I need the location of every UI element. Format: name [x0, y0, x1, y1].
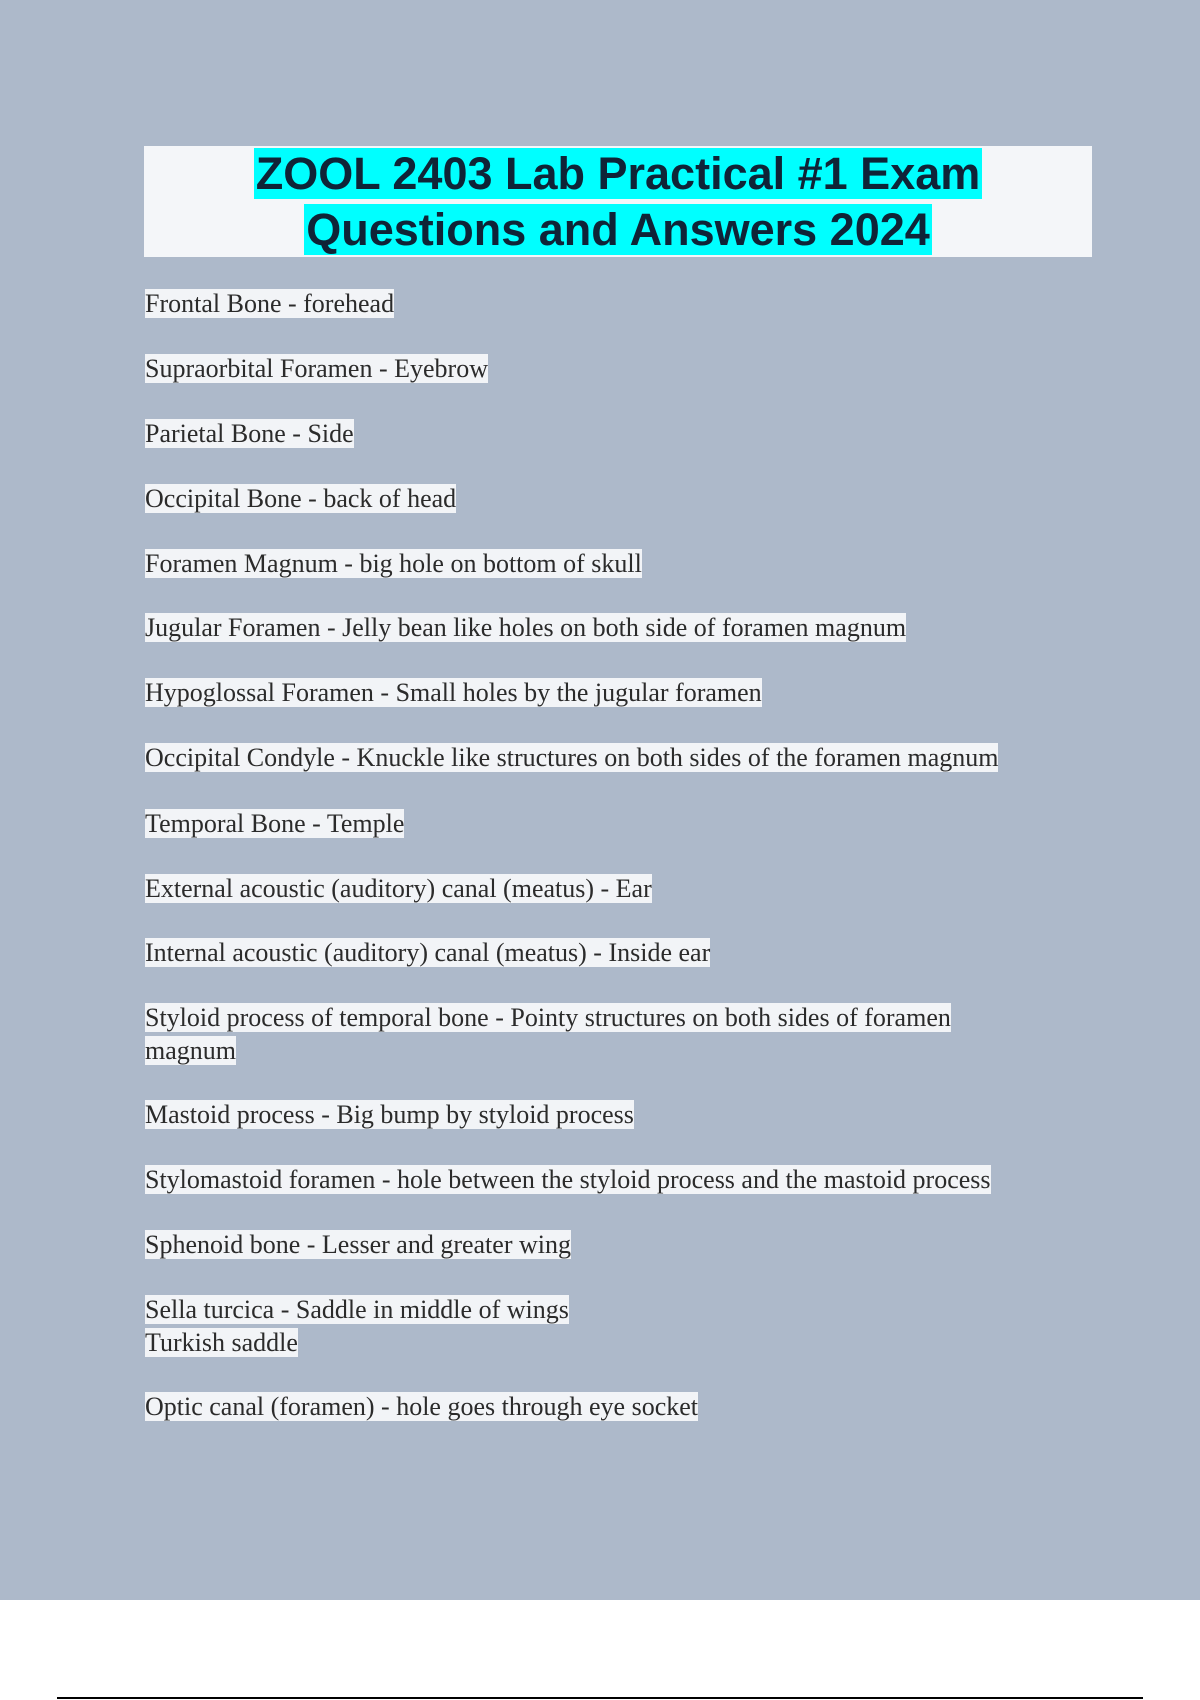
entry-optic-canal: [145, 1391, 698, 1424]
entry-occipital-condyle: [145, 742, 998, 775]
entry-mastoid-process: [145, 1099, 634, 1132]
entry-styloid-process: [145, 1002, 951, 1067]
entry-frontal-bone: [145, 288, 394, 321]
entry-supraorbital-foramen: [145, 353, 488, 386]
title-text-1: ZOOL 2403 Lab Practical #1 Exam: [255, 148, 981, 199]
entry-hypoglossal-foramen: [145, 677, 762, 710]
entry-stylomastoid-foramen: [145, 1164, 991, 1197]
footer-divider: [57, 1697, 1143, 1699]
entry-text: Internal acoustic (auditory) canal (meatus) - Inside ear: [145, 938, 711, 967]
entry-text: Hypoglossal Foramen - Small holes by the jugular foramen: [145, 678, 762, 707]
title-line-1: [144, 146, 1092, 202]
entry-text-continued: Turkish saddle: [145, 1327, 298, 1357]
entry-text: Occipital Bone - back of head: [145, 484, 457, 513]
title-line-2: [144, 202, 1092, 258]
entry-sella-turcica: [145, 1294, 569, 1359]
entry-temporal-bone: [145, 808, 404, 841]
entry-text: Optic canal (foramen) - hole goes through eye socket: [145, 1392, 699, 1421]
entry-text: Frontal Bone - forehead: [145, 289, 395, 318]
entry-internal-acoustic-canal: [145, 937, 710, 970]
title-text-2: Questions and Answers 2024: [306, 204, 930, 255]
entry-sphenoid-bone: [145, 1229, 571, 1262]
entry-text: Styloid process of temporal bone - Pointy structures on both sides of foramen: [145, 1003, 951, 1032]
title-box: [144, 146, 1092, 257]
entry-text: Parietal Bone - Side: [145, 419, 354, 448]
entry-foramen-magnum: [145, 548, 642, 581]
entry-external-acoustic-canal: [145, 873, 652, 906]
entry-text: Sphenoid bone - Lesser and greater wing: [145, 1230, 571, 1259]
entry-text: Temporal Bone - Temple: [145, 809, 405, 838]
entry-occipital-bone: [145, 483, 456, 516]
entry-text-continued: magnum: [145, 1035, 236, 1065]
entry-text: Occipital Condyle - Knuckle like structures on both sides of the foramen magnum: [145, 743, 999, 772]
entry-parietal-bone: [145, 418, 354, 451]
entry-text: Jugular Foramen - Jelly bean like holes on both side of foramen magnum: [145, 613, 907, 642]
entry-text: External acoustic (auditory) canal (meatus) - Ear: [145, 874, 652, 903]
entry-text: Stylomastoid foramen - hole between the styloid process and the mastoid process: [145, 1165, 991, 1194]
entry-text: Foramen Magnum - big hole on bottom of skull: [145, 549, 642, 578]
entry-text: Supraorbital Foramen - Eyebrow: [145, 354, 488, 383]
entry-text: Sella turcica - Saddle in middle of wings: [145, 1295, 569, 1324]
entry-jugular-foramen: [145, 612, 906, 645]
entry-text: Mastoid process - Big bump by styloid process: [145, 1100, 634, 1129]
